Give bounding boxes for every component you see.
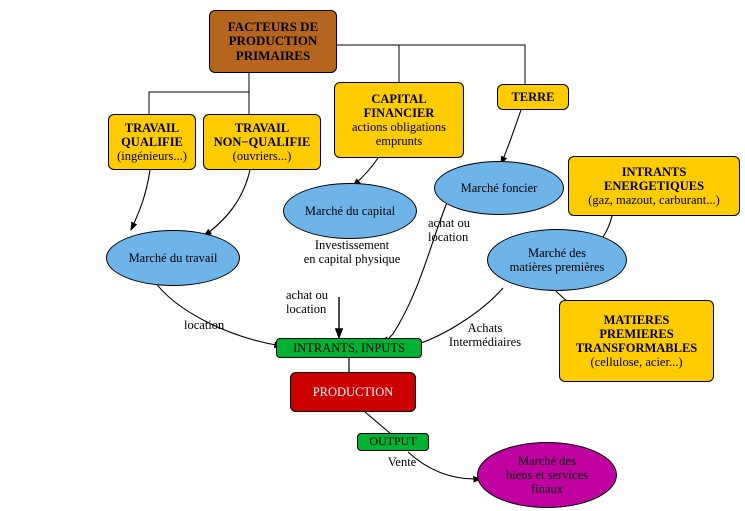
node-capital-financier[interactable] <box>334 82 464 158</box>
node-intrants-inputs[interactable] <box>276 338 422 358</box>
node-marche-du-travail[interactable] <box>106 230 240 286</box>
edge-label-line: achat ou <box>428 216 470 230</box>
node-marche-des-biens-et-services-finaux[interactable] <box>477 442 617 508</box>
node-line: Marché du travail <box>128 251 218 265</box>
node-matieres-premieres-transformables[interactable] <box>559 300 714 382</box>
node-line: NON−QUALIFIE <box>213 135 311 149</box>
node-line: finaux <box>531 482 563 496</box>
node-marche-des-matieres-premieres[interactable] <box>487 229 627 291</box>
edge-label-line: Vente <box>387 455 417 469</box>
node-line: emprunts <box>375 134 423 148</box>
node-production[interactable] <box>290 372 416 412</box>
node-line: PREMIERES <box>599 327 674 341</box>
edge-label-line: achat ou <box>286 288 328 302</box>
node-line: actions obligations <box>351 120 447 134</box>
edge-label-line: Intermédiaires <box>448 335 522 350</box>
node-line: Marché des <box>518 454 576 468</box>
node-line: biens et services <box>506 468 588 482</box>
node-marche-du-capital[interactable] <box>283 183 417 239</box>
edge-label-achat-ou-location-foncier <box>428 216 508 245</box>
node-line: (cellulose, acier...) <box>590 355 683 369</box>
node-travail-qualifie[interactable] <box>108 114 196 170</box>
node-line: TRAVAIL <box>124 121 180 135</box>
node-marche-foncier[interactable] <box>434 161 564 215</box>
node-line: PRODUCTION <box>312 385 394 399</box>
node-line: Marché des <box>528 246 586 260</box>
node-line: OUTPUT <box>369 434 417 449</box>
edge-label-line: location <box>286 302 327 317</box>
node-intrants-energetiques[interactable] <box>568 156 740 216</box>
node-line: matières premières <box>509 260 605 274</box>
edge-label-achat-ou-location-capital <box>286 288 366 317</box>
edge-label-line: location <box>184 318 225 332</box>
node-line: ENERGETIQUES <box>603 179 705 193</box>
edge-label-line: location <box>428 230 469 245</box>
node-line: (ingénieurs...) <box>117 149 187 163</box>
node-output[interactable] <box>357 433 429 451</box>
edge-label-achats-intermediaires <box>435 321 535 350</box>
edge-label-investissement <box>286 238 418 267</box>
node-line: CAPITAL <box>371 92 427 106</box>
edge-label-location <box>184 318 264 332</box>
edge-label-vente <box>372 455 432 469</box>
node-travail-non-qualifie[interactable] <box>203 114 321 170</box>
node-facteurs-de-production-primaires[interactable] <box>209 10 337 73</box>
node-line: Marché foncier <box>460 181 538 195</box>
node-line: FINANCIER <box>363 106 435 120</box>
node-line: (ouvriers...) <box>232 149 292 163</box>
node-line: INTRANTS <box>621 165 687 179</box>
node-line: PRIMAIRES <box>235 47 311 63</box>
node-line: TERRE <box>511 90 555 104</box>
node-line: TRAVAIL <box>234 121 290 135</box>
node-line: Marché du capital <box>304 204 396 218</box>
node-line: QUALIFIE <box>121 135 183 149</box>
edge-label-line: Achats <box>467 321 503 335</box>
node-line: MATIERES <box>603 313 670 327</box>
node-line: INTRANTS, INPUTS <box>293 341 405 355</box>
node-terre[interactable] <box>497 84 569 110</box>
node-line: FACTEURS DE <box>227 18 319 34</box>
node-line: TRANSFORMABLES <box>575 341 698 355</box>
node-line: PRODUCTION <box>228 33 318 49</box>
node-line: (gaz, mazout, carburant...) <box>588 193 720 207</box>
edge-label-line: Investissement <box>314 238 390 252</box>
edge-label-line: en capital physique <box>303 252 401 267</box>
